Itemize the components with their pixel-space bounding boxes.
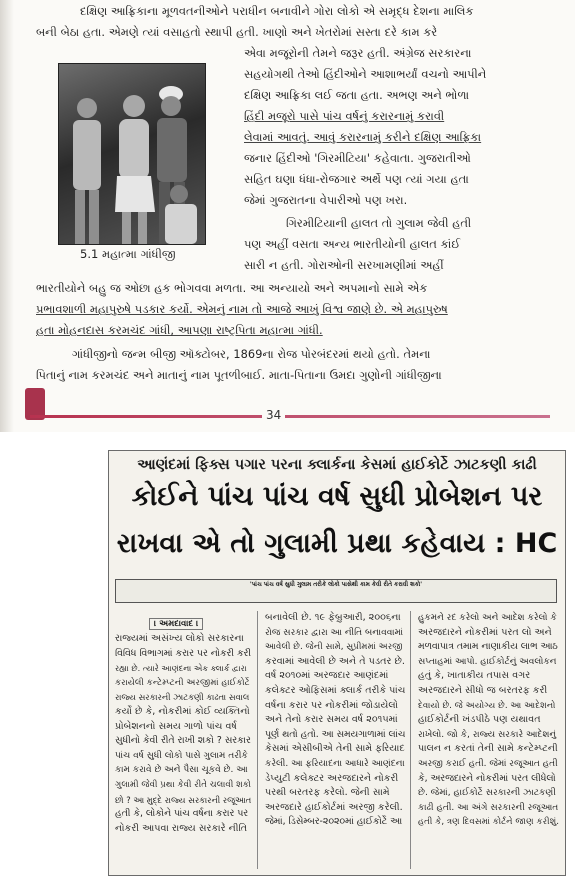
- news-body-line: નોકરી આપવા રાજ્ય સરકારે નીતિ: [115, 822, 248, 834]
- news-body-line: રાજ્ય સરકારની ઝાટકણી કાઢતા સવાલ: [115, 692, 250, 703]
- news-body-line: હુકમને રદ કરેલો અને આદેશ કરેલો કે: [418, 613, 557, 623]
- column-divider: [257, 611, 258, 869]
- news-body-line: કરવામાં આવેલી છે અને તે પડતર છે.: [265, 655, 405, 667]
- textbook-line: ભારતીયોને બહુ જ ઓછા હક ભોગવવા મળતા. આ અન્યાયો અને અપમાનો સામે એક: [36, 282, 428, 295]
- page-gutter-shadow: [0, 0, 14, 432]
- textbook-line: બની બેઠા હતા. એમણે ત્યાં વસાહતો સ્થાપી હતી. ખાણો અને ખેતરોમાં સસ્તા દરે કામ કરે: [36, 26, 438, 39]
- news-body-line: હતી કે, ત્રણ દિવસમાં કોર્ટને જાણ કરીશું.: [418, 817, 559, 828]
- news-headline-line-1: કોઈને પાંચ પાંચ વર્ષ સુધી પ્રોબેશન પર: [131, 481, 543, 512]
- news-body-line: કરાયેલી કન્ટેમ્પ્ટની અરજીમાં હાઈકોર્ટે: [115, 677, 250, 688]
- news-body-line: ડેપ્યુટી કલેક્ટર અરજદારને નોકરી: [265, 772, 399, 784]
- news-body-line: સપ્તાહમાં આપો. હાઈકોર્ટનું અવલોકન: [418, 656, 557, 667]
- news-body-line: અરજી કરાઈ હતી. જેમાં રજૂઆત હતી: [418, 758, 558, 769]
- textbook-line: પિતાનું નામ કરમચંદ અને માતાનું નામ પૂતળીબાઈ. માતા-પિતાના ઉમદા ગુણોની ગાંધીજીના: [36, 369, 442, 382]
- news-column-1: [115, 611, 251, 867]
- news-body-line: અરજદારે હાઈકોર્ટમાં અરજી કરેલી.: [265, 801, 403, 813]
- news-body-line: જેમાં, ડિસેમ્બર-૨૦૨૦માં હાઈકોર્ટે આ: [265, 816, 402, 828]
- photo-caption: 5.1 મહાત્મા ગાંધીજી: [80, 247, 176, 261]
- textbook-line: પ્રભાવશાળી મહાપુરુષે પડકાર કર્યો. એમનું નામ તો આજે આખું વિશ્વ જાણે છે. એ મહાપુરુષ: [36, 303, 448, 316]
- news-body-line: કામ કરાવે છે અને પૈસા ચૂકવે છે. આ: [115, 765, 248, 776]
- news-body-line: પૂર્ણ થતો હતો. આ સમયગાળામાં લાંચ: [265, 728, 405, 740]
- news-body-line: કરેલી. આ ફરિયાદના આધારે આણંદના: [265, 758, 405, 769]
- page-number: 34: [262, 408, 285, 422]
- news-body-line: વિવિધ વિભાગમાં કરાર પર નોકરી કરી: [115, 647, 251, 659]
- news-body-line: કલેક્ટર ઓફિસમાં ક્લાર્ક તરીકે પાંચ: [265, 684, 405, 696]
- textbook-line: જનાર હિંદીઓ 'ગિરમીટિયા' કહેવાતા. ગુજરાતીઓ: [244, 152, 471, 165]
- news-body-line: રાખેલો. જો કે, રાજ્ય સરકારે આદેશનું: [418, 729, 557, 740]
- news-body-line: અને તેનો કરાર સમય વર્ષ ૨૦૧૫માં: [265, 714, 398, 726]
- news-body-line: છો ? આ મુદ્દે રાજ્ય સરકારની રજૂઆત: [115, 794, 251, 805]
- news-body-line: આવેલી છે. જેની સામે, સુપ્રીમમાં અરજી: [265, 642, 403, 653]
- news-dateline: । અમદાવાદ ।: [149, 618, 203, 630]
- news-body-line: વર્ષ ૨૦૧૦માં અરજદાર આણંદમાં: [265, 670, 389, 682]
- page-footer-rule: [30, 415, 550, 418]
- news-body-line: કર્યો છે કે, નોકરીમાં કોઈ વ્યક્તિનો: [115, 705, 250, 717]
- textbook-line: દક્ષિણ આફ્રિકા લઈ જતા હતા. અભણ અને ભોળા: [244, 89, 470, 102]
- news-body-line: વર્ષના કરાર પર નોકરીમાં જોડાયેલો: [265, 699, 399, 711]
- news-body-line: રાજ્યમાં અસંખ્ય લોકો સરકારના: [115, 633, 244, 644]
- news-subhead: 'પાંચ પાંચ વર્ષ સુધી ગુલામ તરીકે લોકો પાસેથી કામ કેવી રીતે કરાવી શકો': [249, 582, 423, 588]
- textbook-line: સહિત ઘણા ધંધા-રોજગાર અર્થે પણ ત્યાં ગયા હતા: [244, 173, 469, 186]
- news-body-line: રહ્યા છે. ત્યારે આણંદના એક ક્લાર્ક દ્વારા: [115, 663, 247, 674]
- news-column-2: [265, 611, 405, 867]
- textbook-line: હિંદી મજૂરો પાસે પાંચ વર્ષનું કરારનામું કરાવી: [244, 110, 445, 123]
- news-body-line: છે. જેમાં, હાઈકોર્ટે સરકારની ઝાટકણી: [418, 788, 556, 799]
- news-body-line: પ્રોબેશનનો સમય ગાળો પાંચ વર્ષ: [115, 720, 237, 732]
- textbook-page: [0, 0, 575, 432]
- column-divider: [410, 611, 411, 869]
- news-body-line: સુધીનો કેવી રીતે રાખી શકો ? સરકાર: [115, 735, 251, 747]
- textbook-line: સારી ન હતી. ગોરાઓની સરખામણીમાં અહીં: [244, 259, 444, 272]
- news-body-line: કે, અરજદારને નોકરીમાં પરત લીધેલો: [418, 772, 556, 784]
- news-body-line: રોજ સરકાર દ્વારા આ નીતિ બનાવવામાં: [265, 627, 404, 638]
- textbook-line: ગિરમીટિયાની હાલત તો ગુલામ જેવી હતી: [286, 217, 472, 230]
- news-body-line: કેસમાં એસીબીએ તેની સામે ફરિયાદ: [265, 743, 405, 755]
- news-body-line: અરજદારને નોકરીમાં પરત લો અને: [418, 626, 552, 638]
- news-body-line: હાઈકોર્ટની ખંડપીઠે પણ યથાવત: [418, 714, 541, 726]
- news-body-line: પરથી બરતરફ કરેલો. જેની સામે: [265, 787, 390, 799]
- newspaper-clipping: [108, 450, 566, 876]
- news-column-3: [418, 611, 559, 867]
- news-headline-line-2: રાખવા એ તો ગુલામી પ્રથા કહેવાય : HC: [116, 528, 558, 559]
- news-body-line: હતું કે, ખાતાકીય તપાસ વગર: [418, 670, 531, 682]
- gandhi-photo: [58, 63, 206, 245]
- news-body-line: બનાવેલી છે. ૧૯ ફેબ્રુઆરી, ૨૦૦૬ના: [265, 612, 401, 623]
- news-body-line: પાલન ન કરતાં તેની સામે કન્ટેમ્પ્ટની: [418, 743, 558, 755]
- news-body-line: હતી કે, લોકોને પાંચ વર્ષના કરાર પર: [115, 808, 249, 820]
- textbook-line: સહયોગથી તેઓ હિંદીઓને આશાભર્યાં વચનો આપીને: [244, 68, 487, 81]
- textbook-line: ગાંધીજીનો જન્મ બીજી ઑક્ટોબર, 1869ના રોજ પોરબંદરમાં થયો હતો. તેમના: [72, 348, 431, 361]
- news-body-line: મળવાપાત્ર તમામ નાણાકીય લાભ આઠ: [418, 641, 558, 653]
- textbook-line: એવા મજૂરોની તેમને જરૂર હતી. અંગ્રેજ સરકારના: [244, 47, 472, 60]
- textbook-line: દક્ષિણ આફ્રિકાના મૂળવતનીઓને પરાધીન બનાવીને ગોરા લોકો એ સમૃદ્ધ દેશના માલિક: [80, 5, 474, 18]
- news-body-line: ગુલામી જેવી પ્રથા કેવી રીતે ચલાવી શકો: [115, 779, 251, 790]
- textbook-line: જેમાં ગુજરાતના વેપારીઓ પણ ખરા.: [244, 194, 408, 207]
- news-body-line: કાઢી હતી. આ અંગે સરકારની રજૂઆત: [418, 802, 559, 813]
- textbook-line: પણ અહીં વસતા અન્ય ભારતીયોની હાલત કાંઈ: [244, 238, 461, 251]
- textbook-line: લેવામાં આવતું. આવું કરારનામું કરીને દક્ષિણ આફ્રિકા: [244, 131, 482, 144]
- news-body-line: પાંચ વર્ષ સુધી લોકો પાસે ગુલામ તરીકે: [115, 750, 248, 761]
- news-subhead-box: [115, 579, 557, 603]
- textbook-line: હતા મોહનદાસ કરમચંદ ગાંધી, આપણા રાષ્ટ્રપિતા મહાત્મા ગાંધી.: [36, 324, 323, 337]
- news-body-line: અરજદારને સીધો જ બરતરફ કરી: [418, 684, 548, 696]
- news-body-line: દેવાયો છે. જે અયોગ્ય છે. આ આદેશનો: [418, 700, 556, 711]
- news-kicker: આણંદમાં ફિક્સ પગાર પરના ક્લાર્કના કેસમાં હાઈકોર્ટે ઝાટકણી કાઢી: [137, 457, 537, 473]
- image-separator: [0, 432, 575, 450]
